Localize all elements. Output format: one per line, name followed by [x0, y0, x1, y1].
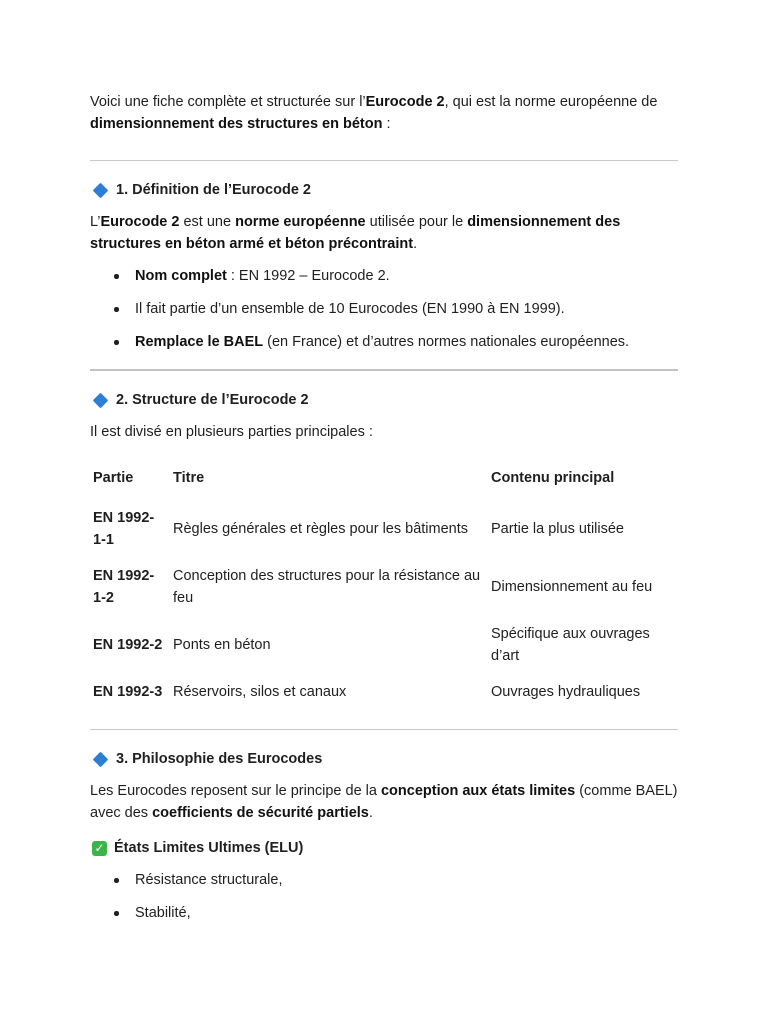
bold-text: Eurocode 2 — [100, 214, 180, 230]
text: L’ — [90, 214, 101, 230]
check-mark-icon: ✓ — [92, 841, 107, 856]
divider — [90, 160, 678, 161]
column-header-contenu: Contenu principal — [491, 470, 615, 486]
document-content — [90, 91, 678, 935]
definition-list — [90, 265, 678, 353]
table-header-row — [90, 456, 678, 500]
text: (comme BAEL) avec des — [90, 783, 678, 821]
text: . — [413, 236, 418, 252]
table-row — [90, 616, 678, 674]
table-cell-contenu: Dimensionnement au feu — [491, 579, 653, 595]
table-cell-titre: Ponts en béton — [173, 637, 271, 653]
text: . — [368, 805, 373, 821]
blue-diamond-icon — [93, 751, 109, 767]
list-item-bold: Remplace le BAEL — [135, 334, 264, 350]
list-item — [135, 298, 678, 320]
bold-text: conception aux états limites — [380, 783, 576, 799]
list-item-text: Il fait partie d’un ensemble de 10 Eurocodes (EN 1990 à EN 1999). — [135, 301, 565, 317]
section-title: 1. Définition de l’Eurocode 2 — [116, 182, 311, 198]
section-heading-structure — [90, 389, 678, 411]
bold-text: norme européenne — [235, 214, 366, 230]
parts-table — [90, 456, 678, 710]
bold-text: dimensionnement des structures en béton armé et béton précontraint — [90, 214, 621, 252]
table-row — [90, 674, 678, 710]
section-heading-philosophy — [90, 748, 678, 770]
divider — [90, 729, 678, 730]
philosophy-paragraph — [90, 780, 678, 824]
table-cell-partie: EN 1992-1-2 — [93, 568, 155, 606]
list-item-text: Stabilité, — [135, 905, 191, 921]
list-item-text: : EN 1992 – Eurocode 2. — [226, 268, 390, 284]
list-item — [135, 331, 678, 353]
list-item — [135, 902, 678, 924]
table-cell-partie: EN 1992-1-1 — [93, 510, 155, 548]
table-row — [90, 500, 678, 558]
elu-title: États Limites Ultimes (ELU) — [114, 840, 304, 856]
intro-bold: dimensionnement des structures en béton — [90, 116, 383, 132]
table-cell-partie: EN 1992-2 — [93, 637, 163, 653]
list-item — [135, 265, 678, 287]
table-cell-contenu: Spécifique aux ouvrages d’art — [491, 626, 650, 664]
intro-text: , qui est la norme européenne de — [444, 94, 658, 110]
section-title: 3. Philosophie des Eurocodes — [116, 751, 323, 767]
section-title: 2. Structure de l’Eurocode 2 — [116, 392, 309, 408]
text: est une — [179, 214, 236, 230]
blue-diamond-icon — [93, 392, 109, 408]
table-cell-contenu: Partie la plus utilisée — [491, 521, 624, 537]
column-header-partie: Partie — [93, 470, 134, 486]
table-cell-partie: EN 1992-3 — [93, 684, 163, 700]
table-cell-titre: Règles générales et règles pour les bâtiments — [173, 521, 468, 537]
table-row — [90, 558, 678, 616]
table-cell-titre: Réservoirs, silos et canaux — [173, 684, 347, 700]
elu-heading — [90, 837, 678, 859]
structure-intro: Il est divisé en plusieurs parties principales : — [90, 424, 373, 440]
list-item-text: (en France) et d’autres normes nationales européennes. — [263, 334, 630, 350]
intro-bold: Eurocode 2 — [365, 94, 445, 110]
text: utilisée pour le — [365, 214, 468, 230]
intro-paragraph — [90, 91, 678, 135]
bold-text: coefficients de sécurité partiels — [152, 805, 369, 821]
column-header-titre: Titre — [173, 470, 205, 486]
intro-text: : — [382, 116, 391, 132]
elu-list — [90, 869, 678, 924]
table-cell-titre: Conception des structures pour la résistance au feu — [173, 568, 481, 606]
list-item-text: Résistance structurale, — [135, 872, 283, 888]
blue-diamond-icon — [93, 182, 109, 198]
list-item-bold: Nom complet — [135, 268, 227, 284]
text: Les Eurocodes reposent sur le principe de la — [90, 783, 381, 799]
table-cell-contenu: Ouvrages hydrauliques — [491, 684, 641, 700]
divider — [90, 369, 678, 371]
list-item — [135, 869, 678, 891]
section-heading-definition — [90, 179, 678, 201]
definition-paragraph — [90, 211, 678, 255]
intro-text: Voici une fiche complète et structurée sur l’ — [90, 94, 366, 110]
